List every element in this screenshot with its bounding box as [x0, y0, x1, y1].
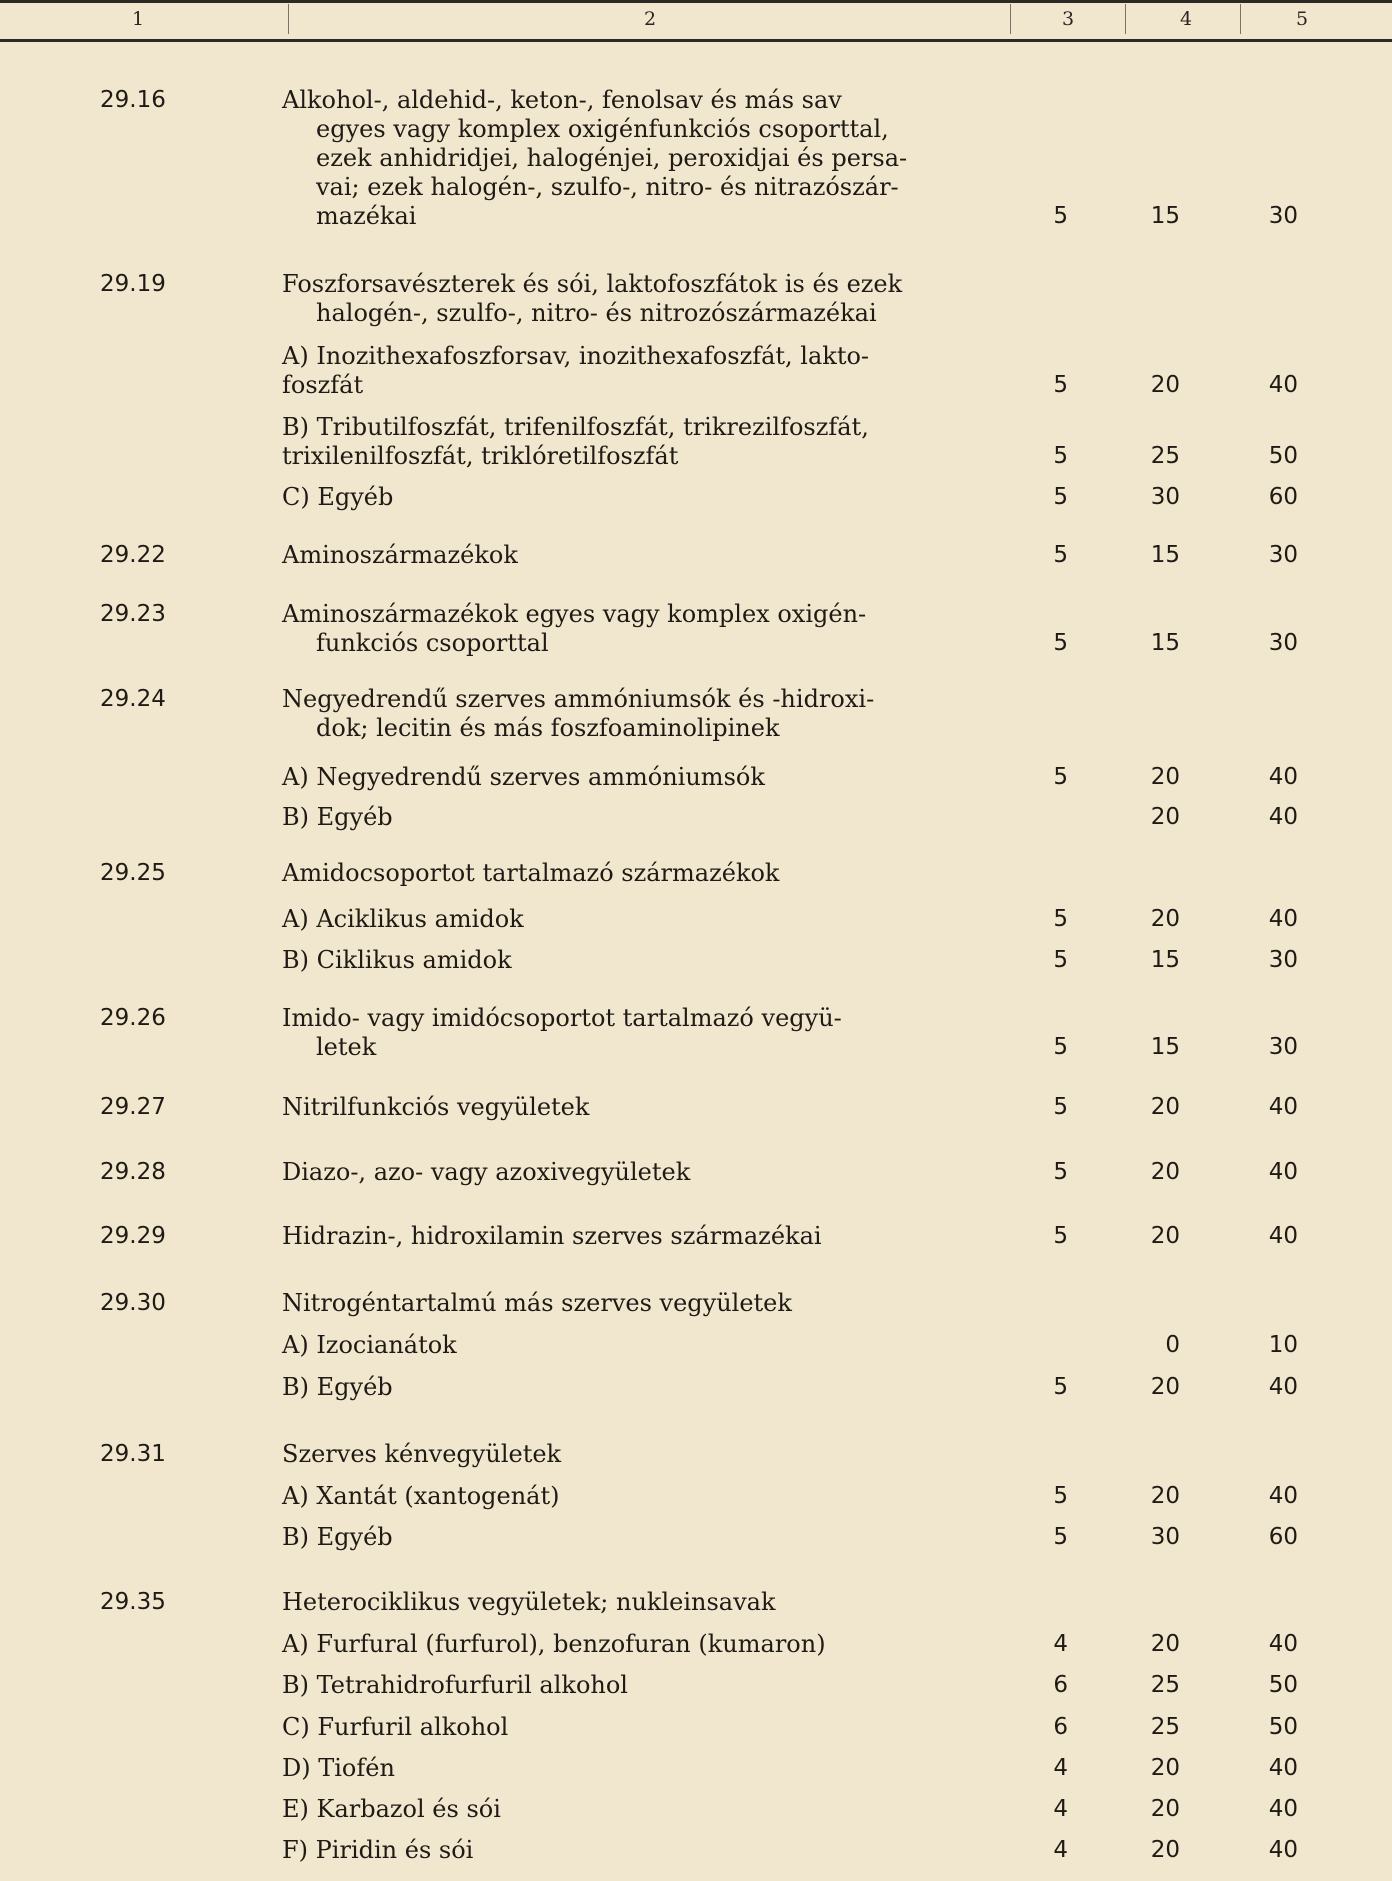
heading-description — [282, 1440, 962, 1469]
rate-col-3: 5 — [1053, 484, 1068, 510]
sub-item-line: B) Egyéb — [282, 1373, 393, 1401]
heading-code: 29.24 — [100, 686, 166, 712]
rate-col-3: 5 — [1053, 630, 1068, 656]
rate-col-4: 15 — [1150, 947, 1180, 973]
sub-item — [282, 763, 962, 792]
sub-item-line: A) Furfural (furfurol), benzofuran (kumaron) — [282, 1630, 826, 1658]
rate-col-4: 30 — [1150, 484, 1180, 510]
heading-code: 29.30 — [100, 1290, 166, 1316]
rate-col-5: 10 — [1268, 1332, 1298, 1358]
heading-code: 29.35 — [100, 1589, 166, 1615]
rate-col-4: 20 — [1150, 764, 1180, 790]
description-line: letek — [316, 1033, 377, 1061]
rate-col-5: 50 — [1268, 443, 1298, 469]
description-line: Nitrogéntartalmú más szerves vegyületek — [282, 1289, 792, 1317]
rate-col-5: 30 — [1268, 542, 1298, 568]
sub-item-line: F) Piridin és sói — [282, 1836, 474, 1864]
rate-col-5: 40 — [1268, 1631, 1298, 1657]
rate-col-3: 5 — [1053, 1094, 1068, 1120]
heading-description — [282, 1158, 962, 1187]
rate-col-5: 30 — [1268, 630, 1298, 656]
sub-item — [282, 1713, 962, 1742]
rate-col-4: 30 — [1150, 1524, 1180, 1550]
heading-code: 29.16 — [100, 87, 166, 113]
rate-col-3: 5 — [1053, 1034, 1068, 1060]
sub-item-line: A) Negyedrendű szerves ammóniumsók — [282, 763, 765, 791]
rate-col-5: 40 — [1268, 906, 1298, 932]
sub-item — [282, 803, 962, 832]
rate-col-4: 15 — [1150, 203, 1180, 229]
sub-item-line: A) Izocianátok — [282, 1331, 457, 1359]
sub-item-line: C) Furfuril alkohol — [282, 1713, 509, 1741]
rate-col-4: 15 — [1150, 542, 1180, 568]
sub-item — [282, 1671, 962, 1700]
rate-col-3: 4 — [1053, 1755, 1068, 1781]
sub-item-line: D) Tiofén — [282, 1754, 395, 1782]
sub-item — [282, 1523, 962, 1552]
description-line: Alkohol-, aldehid-, keton-, fenolsav és más sav — [282, 86, 842, 114]
description-line: Foszforsavészterek és sói, laktofoszfátok is és ezek — [282, 270, 903, 298]
rate-col-3: 6 — [1053, 1672, 1068, 1698]
rate-col-5: 50 — [1268, 1714, 1298, 1740]
column-number-4: 4 — [1180, 8, 1193, 30]
sub-item — [282, 1795, 962, 1824]
heading-description — [282, 1093, 962, 1122]
heading-description — [282, 86, 962, 231]
sub-item-line: trixilenilfoszfát, triklóretilfoszfát — [282, 442, 679, 470]
sub-item-line: B) Tetrahidrofurfuril alkohol — [282, 1671, 628, 1699]
description-line: Aminoszármazékok — [282, 541, 518, 569]
rate-col-3: 5 — [1053, 906, 1068, 932]
heading-code: 29.28 — [100, 1159, 166, 1185]
rate-col-5: 40 — [1268, 804, 1298, 830]
rate-col-4: 20 — [1150, 372, 1180, 398]
description-line: Diazo-, azo- vagy azoxivegyületek — [282, 1158, 691, 1186]
rate-col-3: 5 — [1053, 764, 1068, 790]
rate-col-4: 15 — [1150, 630, 1180, 656]
heading-description — [282, 685, 962, 743]
sub-item-line: B) Egyéb — [282, 803, 393, 831]
rate-col-5: 60 — [1268, 1524, 1298, 1550]
rate-col-4: 25 — [1150, 1714, 1180, 1740]
heading-code: 29.25 — [100, 860, 166, 886]
rate-col-4: 20 — [1150, 1755, 1180, 1781]
sub-item — [282, 905, 962, 934]
sub-item-line: A) Xantát (xantogenát) — [282, 1482, 560, 1510]
heading-code: 29.22 — [100, 542, 166, 568]
rate-col-4: 20 — [1150, 1796, 1180, 1822]
sub-item — [282, 1482, 962, 1511]
rate-col-5: 60 — [1268, 484, 1298, 510]
rate-col-4: 20 — [1150, 1159, 1180, 1185]
rate-col-4: 20 — [1150, 1094, 1180, 1120]
column-number-5: 5 — [1296, 8, 1309, 30]
rate-col-3: 4 — [1053, 1631, 1068, 1657]
description-line: ezek anhidridjei, halogénjei, peroxidjai és persa- — [316, 144, 908, 172]
rate-col-4: 20 — [1150, 804, 1180, 830]
rate-col-5: 40 — [1268, 1483, 1298, 1509]
sub-item — [282, 946, 962, 975]
column-number-2: 2 — [644, 8, 657, 30]
description-line: mazékai — [316, 202, 417, 230]
heading-description — [282, 859, 962, 888]
heading-description — [282, 1004, 962, 1062]
description-line: vai; ezek halogén-, szulfo-, nitro- és nitrazószár- — [316, 173, 899, 201]
sub-item — [282, 1754, 962, 1783]
heading-description — [282, 270, 962, 328]
rate-col-4: 20 — [1150, 1374, 1180, 1400]
header-rule — [0, 39, 1392, 42]
sub-item-line: A) Inozithexafoszforsav, inozithexafoszfát, lakto- — [282, 342, 870, 370]
heading-description — [282, 600, 962, 658]
heading-description — [282, 1289, 962, 1318]
heading-code: 29.29 — [100, 1223, 166, 1249]
sub-item-line: foszfát — [282, 371, 364, 399]
description-line: Hidrazin-, hidroxilamin szerves származékai — [282, 1222, 822, 1250]
description-line: Imido- vagy imidócsoportot tartalmazó vegyü- — [282, 1004, 842, 1032]
rate-col-3: 5 — [1053, 1223, 1068, 1249]
sub-item — [282, 1836, 962, 1865]
rate-col-4: 0 — [1165, 1332, 1180, 1358]
sub-item-line: B) Tributilfoszfát, trifenilfoszfát, trikrezilfoszfát, — [282, 413, 869, 441]
sub-item-line: B) Ciklikus amidok — [282, 946, 512, 974]
rate-col-4: 15 — [1150, 1034, 1180, 1060]
sub-item-line: B) Egyéb — [282, 1523, 393, 1551]
rate-col-5: 40 — [1268, 372, 1298, 398]
sub-item — [282, 413, 962, 471]
heading-description — [282, 1588, 962, 1617]
rate-col-3: 5 — [1053, 947, 1068, 973]
rate-col-5: 40 — [1268, 1374, 1298, 1400]
rate-col-5: 40 — [1268, 1223, 1298, 1249]
rate-col-3: 5 — [1053, 1524, 1068, 1550]
description-line: Aminoszármazékok egyes vagy komplex oxigén- — [282, 600, 867, 628]
column-divider — [1240, 4, 1241, 34]
description-line: egyes vagy komplex oxigénfunkciós csoporttal, — [316, 115, 889, 143]
rate-col-4: 25 — [1150, 1672, 1180, 1698]
rate-col-3: 5 — [1053, 203, 1068, 229]
sub-item — [282, 342, 962, 400]
rate-col-5: 40 — [1268, 764, 1298, 790]
rate-col-3: 4 — [1053, 1837, 1068, 1863]
heading-code: 29.26 — [100, 1005, 166, 1031]
sub-item-line: C) Egyéb — [282, 483, 394, 511]
heading-code: 29.27 — [100, 1094, 166, 1120]
rate-col-5: 40 — [1268, 1159, 1298, 1185]
rate-col-4: 20 — [1150, 1837, 1180, 1863]
sub-item-line: E) Karbazol és sói — [282, 1795, 501, 1823]
sub-item — [282, 483, 962, 512]
rate-col-4: 20 — [1150, 1223, 1180, 1249]
rate-col-4: 25 — [1150, 443, 1180, 469]
description-line: Heterociklikus vegyületek; nukleinsavak — [282, 1588, 776, 1616]
description-line: Negyedrendű szerves ammóniumsók és -hidroxi- — [282, 685, 875, 713]
rate-col-5: 30 — [1268, 203, 1298, 229]
description-line: Szerves kénvegyületek — [282, 1440, 562, 1468]
rate-col-3: 5 — [1053, 1483, 1068, 1509]
heading-code: 29.23 — [100, 601, 166, 627]
rate-col-3: 5 — [1053, 1159, 1068, 1185]
rate-col-5: 40 — [1268, 1755, 1298, 1781]
rate-col-3: 6 — [1053, 1714, 1068, 1740]
description-line: funkciós csoporttal — [316, 629, 549, 657]
rate-col-3: 5 — [1053, 443, 1068, 469]
column-number-1: 1 — [132, 8, 145, 30]
rate-col-4: 20 — [1150, 1631, 1180, 1657]
description-line: Amidocsoportot tartalmazó származékok — [282, 859, 780, 887]
rate-col-4: 20 — [1150, 1483, 1180, 1509]
heading-description — [282, 1222, 962, 1251]
rate-col-3: 5 — [1053, 542, 1068, 568]
rate-col-4: 20 — [1150, 906, 1180, 932]
heading-description — [282, 541, 962, 570]
column-divider — [1125, 4, 1126, 34]
rate-col-5: 50 — [1268, 1672, 1298, 1698]
description-line: halogén-, szulfo-, nitro- és nitrozószármazékai — [316, 299, 877, 327]
rate-col-5: 30 — [1268, 947, 1298, 973]
sub-item-line: A) Aciklikus amidok — [282, 905, 524, 933]
column-header-row — [0, 0, 1392, 40]
sub-item — [282, 1331, 962, 1360]
rate-col-5: 40 — [1268, 1837, 1298, 1863]
rate-col-3: 5 — [1053, 1374, 1068, 1400]
rate-col-5: 30 — [1268, 1034, 1298, 1060]
heading-code: 29.31 — [100, 1441, 166, 1467]
rate-col-5: 40 — [1268, 1796, 1298, 1822]
column-number-3: 3 — [1062, 8, 1075, 30]
top-rule — [0, 0, 1392, 3]
sub-item — [282, 1630, 962, 1659]
sub-item — [282, 1373, 962, 1402]
column-divider — [288, 4, 289, 34]
heading-code: 29.19 — [100, 271, 166, 297]
description-line: dok; lecitin és más foszfoaminolipinek — [316, 714, 780, 742]
column-divider — [1010, 4, 1011, 34]
rate-col-3: 5 — [1053, 372, 1068, 398]
rate-col-3: 4 — [1053, 1796, 1068, 1822]
description-line: Nitrilfunkciós vegyületek — [282, 1093, 590, 1121]
rate-col-5: 40 — [1268, 1094, 1298, 1120]
